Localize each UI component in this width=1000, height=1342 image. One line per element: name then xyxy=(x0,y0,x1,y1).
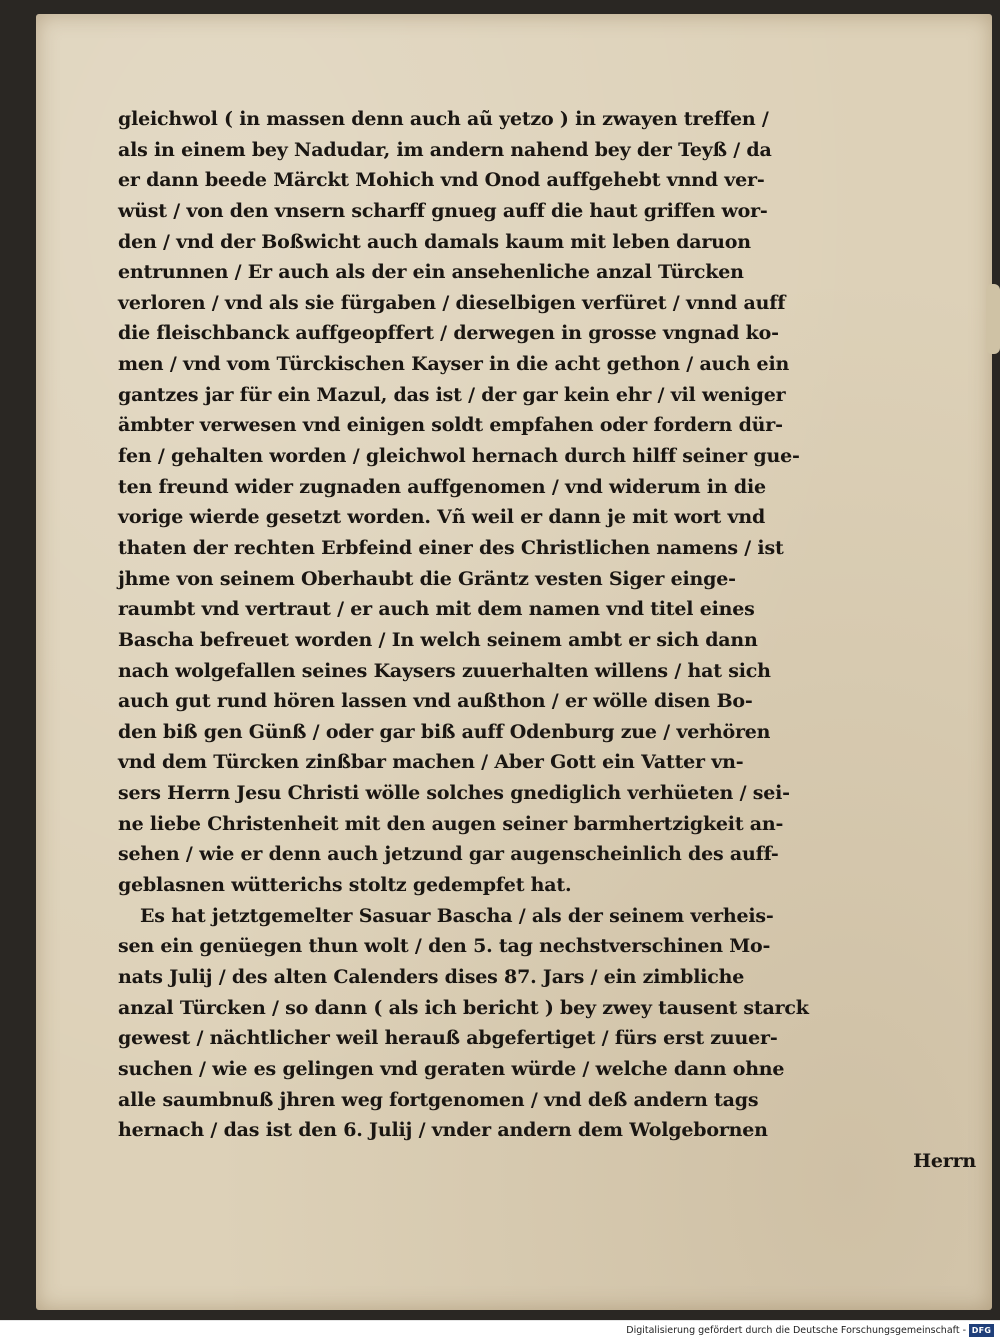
text-line: men / vnd vom Türckischen Kayser in die acht gethon / auch ein xyxy=(118,353,790,376)
text-line: vorige wierde gesetzt worden. Vñ weil er dann je mit wort vnd xyxy=(118,506,766,529)
text-line: er dann beede Märckt Mohich vnd Onod auffgehebt vnnd ver- xyxy=(118,169,765,192)
text-line: sers Herrn Jesu Christi wölle solches gnediglich verhüeten / sei- xyxy=(118,782,790,805)
text-line: sen ein genüegen thun wolt / den 5. tag nechstverschinen Mo- xyxy=(118,935,771,958)
text-line: fen / gehalten worden / gleichwol hernach durch hilff seiner gue- xyxy=(118,445,800,468)
text-line: verloren / vnd als sie fürgaben / dieselbigen verfüret / vnnd auff xyxy=(118,291,786,314)
text-line: geblasnen wütterichs stoltz gedempfet hat. xyxy=(118,874,572,897)
footer-bar xyxy=(0,1320,1000,1342)
text-line: wüst / von den vnsern scharff gnueg auff die haut griffen wor- xyxy=(118,199,768,222)
paragraph-start-line: Es hat jetztgemelter Sasuar Bascha / als der seinem verheis- xyxy=(140,904,774,927)
funding-credit: Digitalisierung gefördert durch die Deutsche Forschungsgemeinschaft - xyxy=(626,1325,966,1336)
text-line: jhme von seinem Oberhaubt die Gräntz vesten Siger einge- xyxy=(118,567,736,590)
text-line: den biß gen Günß / oder gar biß auff Odenburg zue / verhören xyxy=(118,720,771,743)
body-text xyxy=(118,104,976,1176)
text-line: hernach / das ist den 6. Julij / vnder andern dem Wolgebornen xyxy=(118,1119,768,1142)
text-line: entrunnen / Er auch als der ein ansehenliche anzal Türcken xyxy=(118,261,744,284)
text-line: als in einem bey Nadudar, im andern nahend bey der Teyß / da xyxy=(118,138,772,161)
document-page xyxy=(36,14,992,1310)
catchword: Herrn xyxy=(913,1149,976,1172)
text-line: ten freund wider zugnaden auffgenomen / vnd widerum in die xyxy=(118,475,766,498)
text-line: nats Julij / des alten Calenders dises 87. Jars / ein zimbliche xyxy=(118,965,745,988)
text-line: ämbter verwesen vnd einigen soldt empfahen oder fordern dür- xyxy=(118,414,783,437)
text-line: ne liebe Christenheit mit den augen seiner barmhertzigkeit an- xyxy=(118,812,784,835)
text-line: raumbt vnd vertraut / er auch mit dem namen vnd titel eines xyxy=(118,598,755,621)
text-line: gewest / nächtlicher weil herauß abgefertiget / fürs erst zuuer- xyxy=(118,1027,778,1050)
dfg-logo: DFG xyxy=(969,1324,994,1337)
text-line: thaten der rechten Erbfeind einer des Christlichen namens / ist xyxy=(118,536,784,559)
text-line: gantzes jar für ein Mazul, das ist / der gar kein ehr / vil weniger xyxy=(118,383,786,406)
text-line: sehen / wie er denn auch jetzund gar augenscheinlich des auff- xyxy=(118,843,779,866)
text-line: Bascha befreuet worden / In welch seinem ambt er sich dann xyxy=(118,628,758,651)
text-line: nach wolgefallen seines Kaysers zuuerhalten willens / hat sich xyxy=(118,659,771,682)
text-line: auch gut rund hören lassen vnd außthon / er wölle disen Bo- xyxy=(118,690,753,713)
text-line: die fleischbanck auffgeopffert / derwegen in grosse vngnad ko- xyxy=(118,322,779,345)
text-line: suchen / wie es gelingen vnd geraten würde / welche dann ohne xyxy=(118,1057,785,1080)
text-line: vnd dem Türcken zinßbar machen / Aber Gott ein Vatter vn- xyxy=(118,751,744,774)
text-line: gleichwol ( in massen denn auch aũ yetzo ) in zwayen treffen / xyxy=(118,108,769,130)
text-line: anzal Türcken / so dann ( als ich bericht ) bey zwey tausent starck xyxy=(118,996,809,1019)
text-line: den / vnd der Boßwicht auch damals kaum mit leben daruon xyxy=(118,230,751,253)
text-line: alle saumbnuß jhren weg fortgenomen / vnd deß andern tags xyxy=(118,1088,759,1111)
